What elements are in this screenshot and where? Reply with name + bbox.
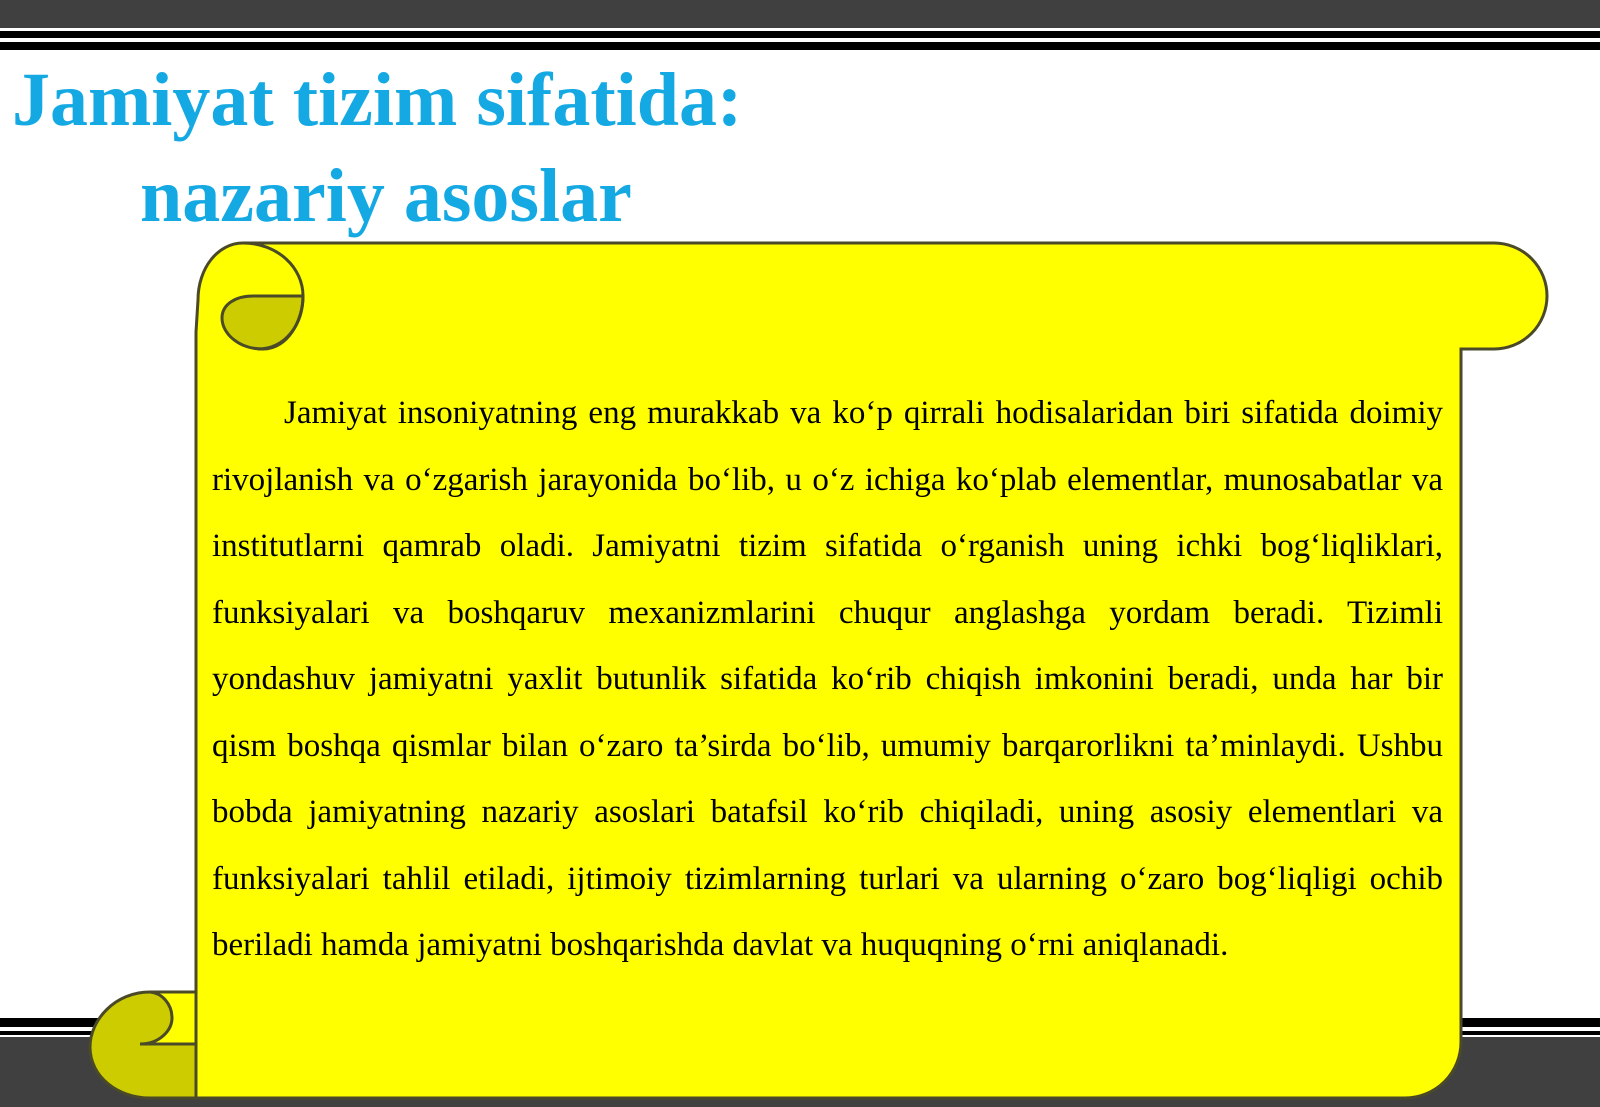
scroll-body-text: Jamiyat insoniyatning eng murakkab va ko‘p qirrali hodisalaridan biri sifatida doimiy rivojlanish va o‘zgarish jarayonida bo‘lib, u o‘z ichiga ko‘plab elementlar, munosabatlar va institutlarni qamrab oladi. Jamiyatni tizim sifatida o‘rganish uning ichki bog‘liqliklari, funksiyalari va boshqaruv mexanizmlarini chuqur anglashga yordam beradi. Tizimli yondashuv jamiyatni yaxlit butunlik sifatida ko‘rib chiqish imkonini beradi, unda har bir qism boshqa qismlar bilan o‘zaro ta’sirda bo‘lib, umumiy barqarorlikni ta’minlaydi. Ushbu bobda jamiyatning nazariy asoslari batafsil ko‘rib chiqiladi, uning asosiy elementlari va funksiyalari tahlil etiladi, ijtimoiy tizimlarning turlari va ularning o‘zaro bog‘liqligi ochib beriladi hamda jamiyatni boshqarishda davlat va huquqning o‘rni aniqlanadi. <box>212 395 1443 963</box>
title-line-2: nazariy asoslar <box>140 154 632 238</box>
title-line-1: Jamiyat tizim sifatida: <box>12 58 743 142</box>
